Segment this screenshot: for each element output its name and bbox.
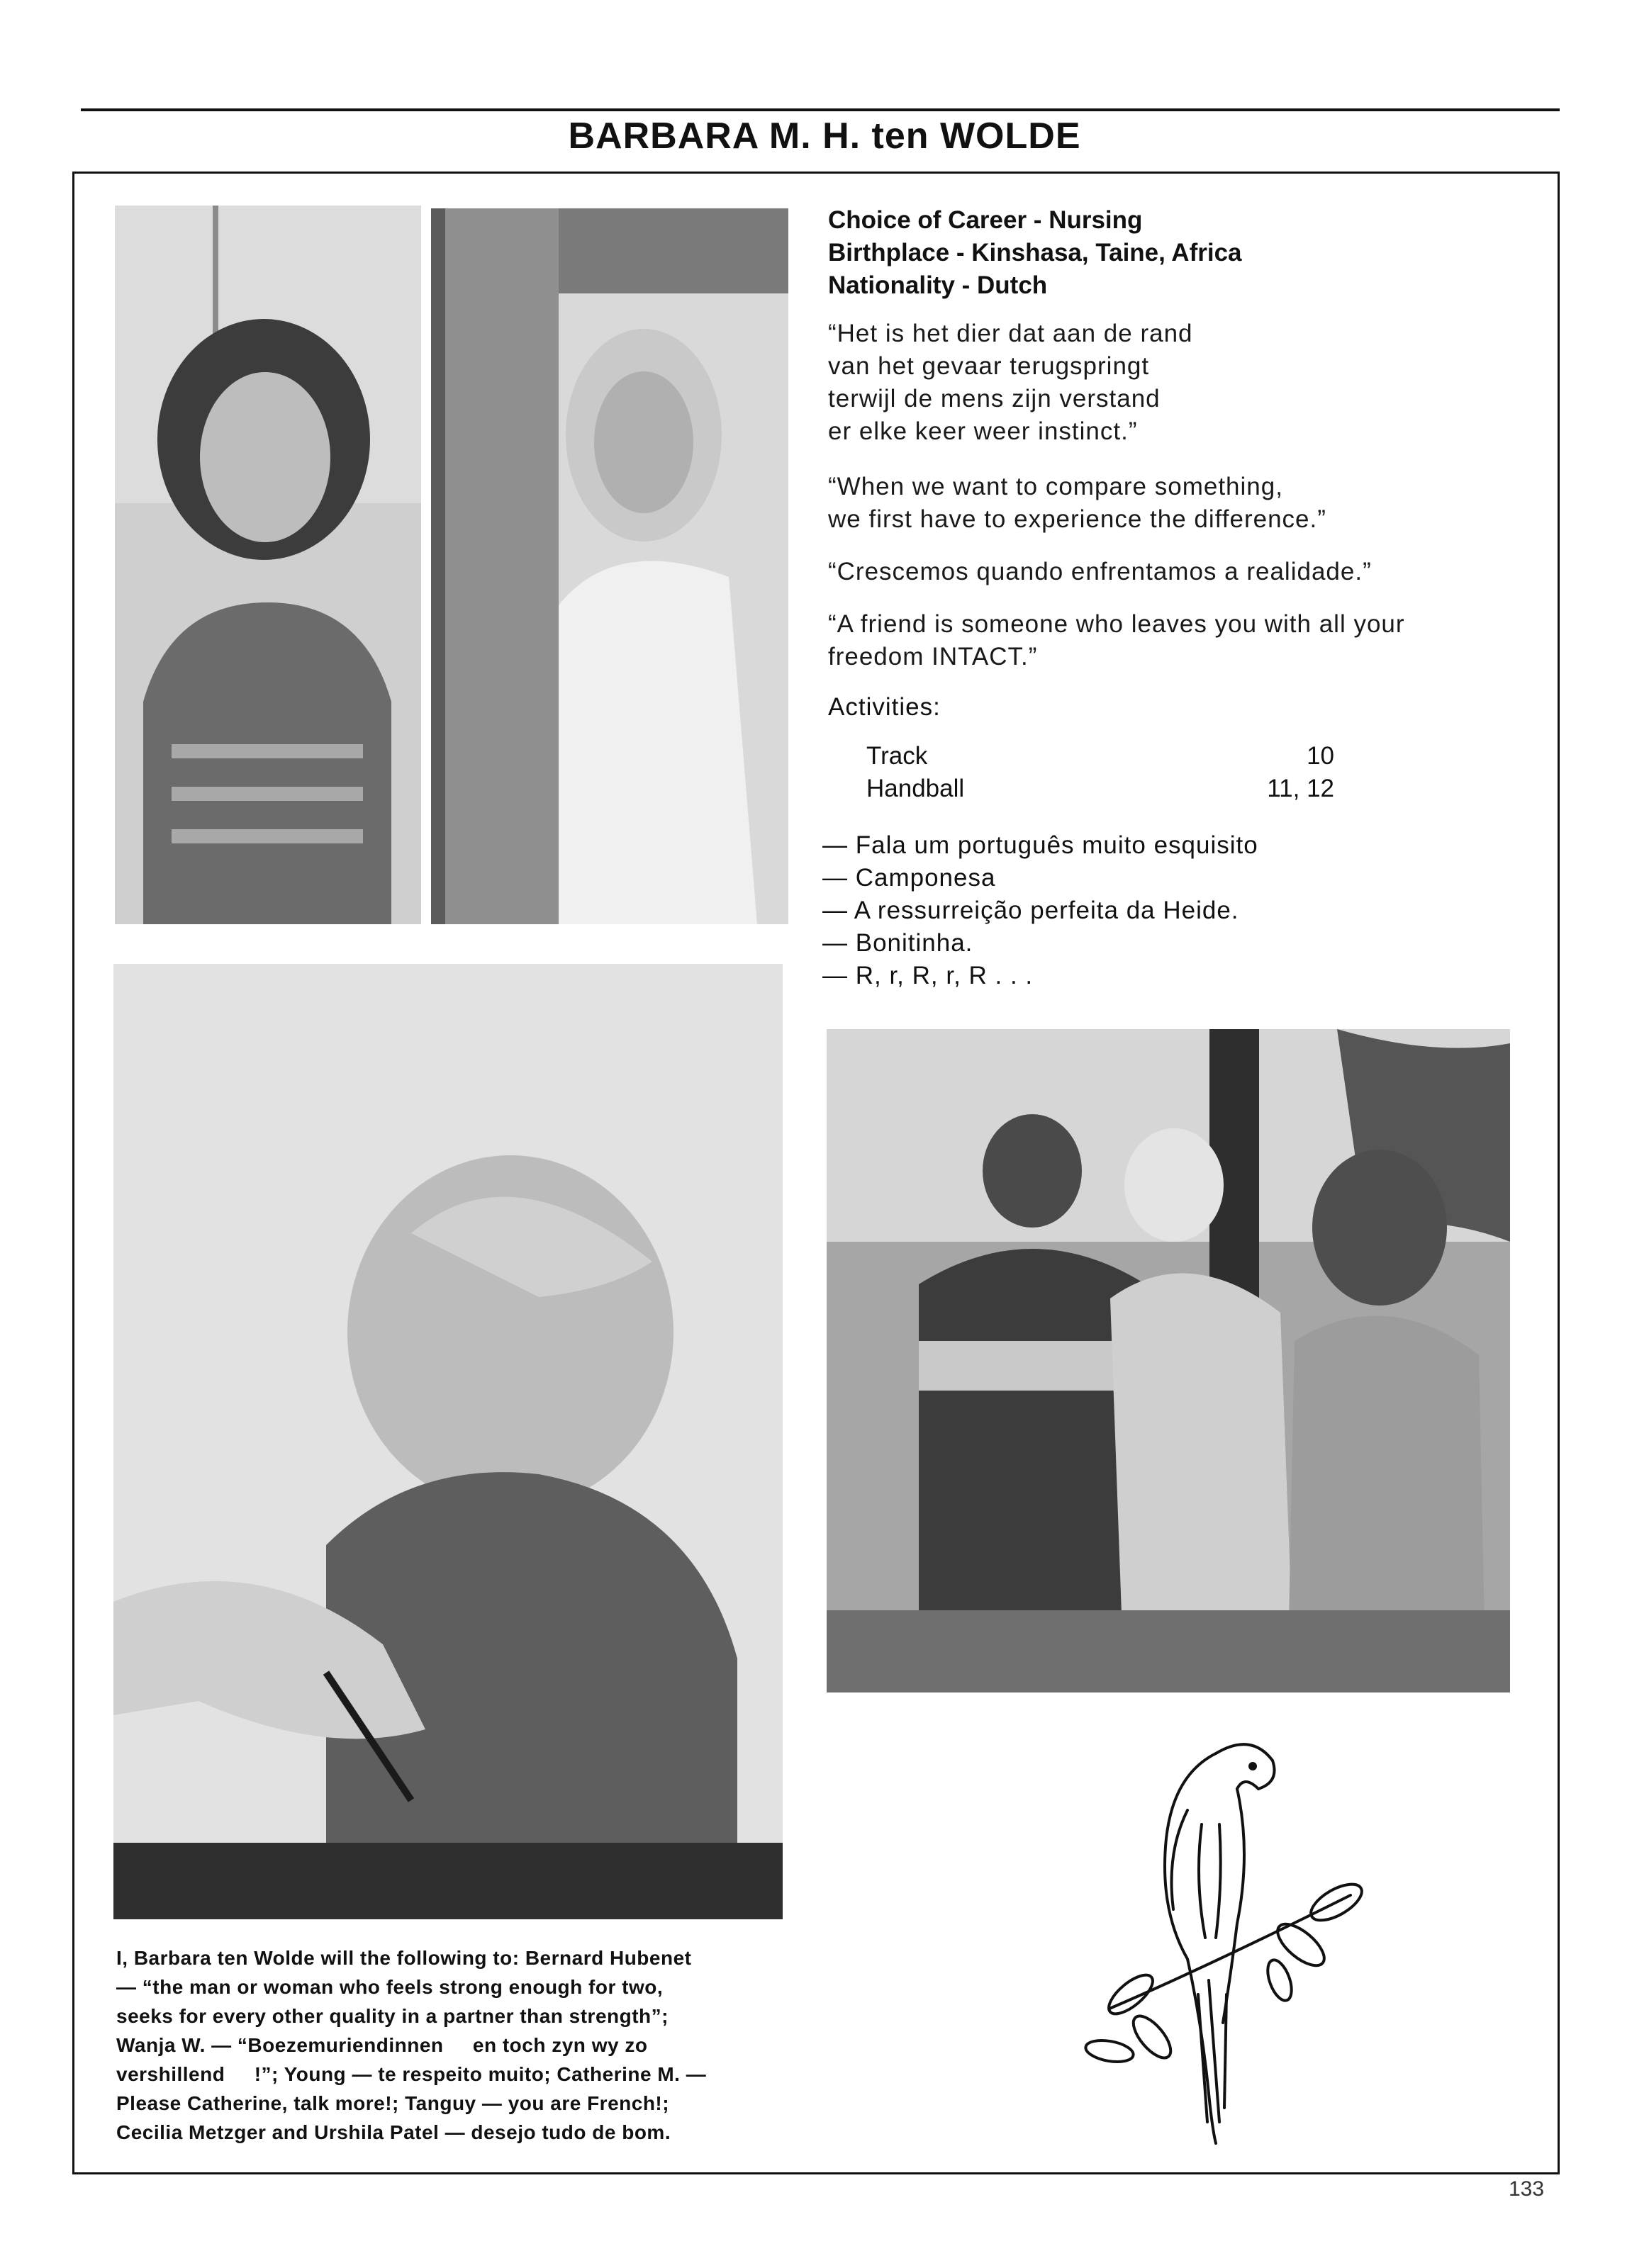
- note-item: — R, r, R, r, R . . .: [822, 962, 1034, 989]
- quote-friend: “A friend is someone who leaves you with all your freedom INTACT.”: [828, 610, 1405, 670]
- quote-portuguese: “Crescemos quando enfrentamos a realidade.”: [828, 558, 1372, 585]
- activity-name: Track: [866, 742, 928, 770]
- activity-years: 10: [1307, 742, 1334, 770]
- activity-row: [866, 740, 1334, 773]
- nationality-line: Nationality - Dutch: [828, 271, 1048, 299]
- notes-list: [822, 829, 1531, 992]
- activity-years: 11, 12: [1267, 775, 1334, 802]
- parrot-sketch-icon: [1067, 1725, 1386, 2150]
- activities-table: [866, 740, 1334, 805]
- photo-girl-pillar: [431, 208, 788, 924]
- page-title: BARBARA M. H. ten WOLDE: [568, 116, 1081, 157]
- career-facts: [828, 204, 1537, 302]
- note-item: — Bonitinha.: [822, 929, 973, 957]
- birthplace-line: Birthplace - Kinshasa, Taine, Africa: [828, 239, 1242, 266]
- note-item: — Fala um português muito esquisito: [822, 831, 1258, 859]
- quote-dutch: “Het is het dier dat aan de rand van het gevaar terugspringt terwijl de mens zijn verstand er elke keer weer instinct.”: [828, 320, 1193, 445]
- note-item: — A ressurreição perfeita da Heide.: [822, 897, 1239, 924]
- activities-heading: Activities:: [828, 693, 941, 721]
- photo-group-walking: [827, 1029, 1510, 1692]
- activity-row: [866, 773, 1334, 805]
- photo-girl-pillar-image: [431, 208, 788, 924]
- photo-portrait-girl-image: [115, 206, 421, 924]
- career-line: Choice of Career - Nursing: [828, 206, 1143, 234]
- page-number: 133: [1509, 2177, 1545, 2201]
- activity-name: Handball: [866, 775, 965, 802]
- will-paragraph: I, Barbara ten Wolde will the following to: Bernard Hubenet — “the man or woman who feels strong enough for two, seeks for every other quality in a partner than strength”; Wanja W. — “Boezemuriendinnen en toch zyn wy zo vershillend !”; Young — te respeito muito; Catherine M. — Please Catherine, talk more!; Tanguy — you are French!; Cecilia Metzger and Urshila Patel — desejo tudo de bom.: [116, 1947, 707, 2143]
- photo-girl-writing-image: [113, 964, 783, 1919]
- photo-portrait-girl: [115, 206, 421, 924]
- quote-compare: “When we want to compare something, we first have to experience the difference.”: [828, 473, 1326, 533]
- photo-girl-writing: [113, 964, 783, 1919]
- photo-group-walking-image: [827, 1029, 1510, 1692]
- top-rule: [81, 108, 1560, 111]
- note-item: — Camponesa: [822, 864, 996, 892]
